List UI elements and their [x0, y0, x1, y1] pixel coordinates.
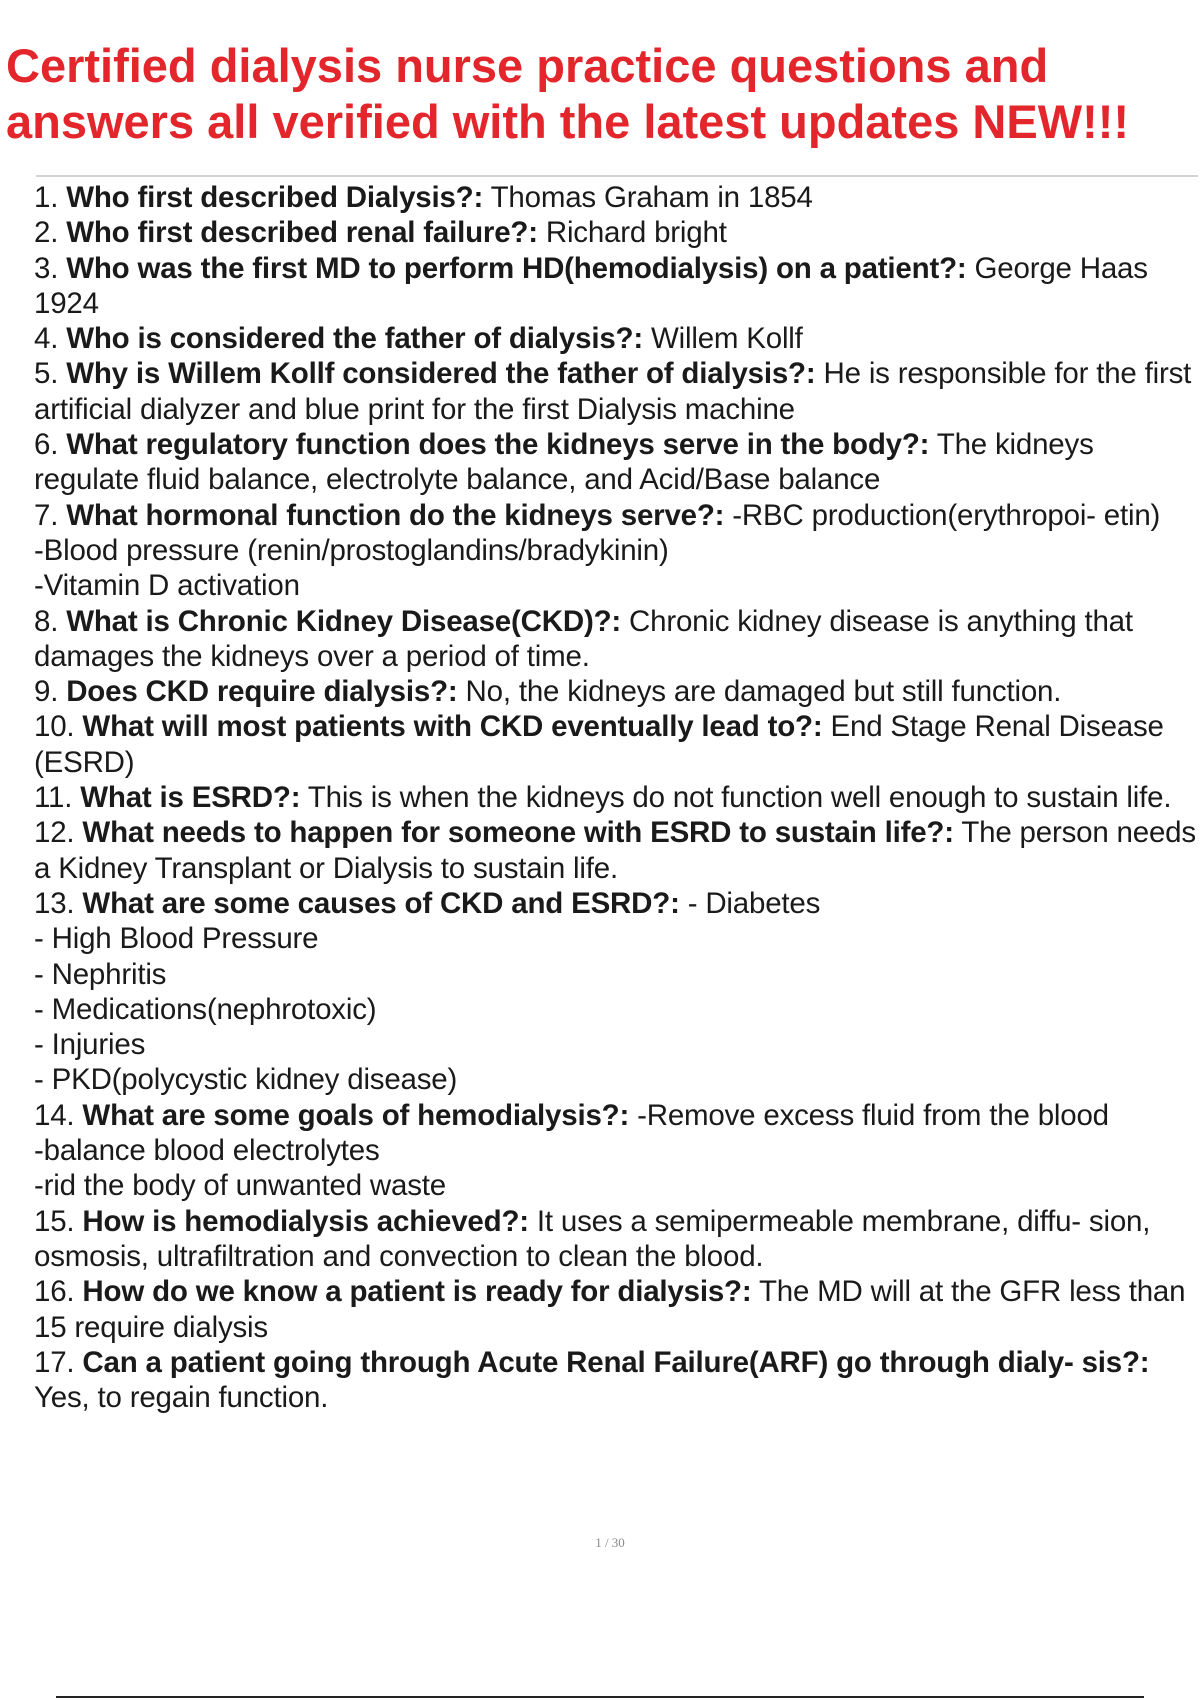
question-number: 10.	[34, 710, 75, 744]
question-number: 2.	[34, 216, 59, 250]
question-number: 6.	[34, 428, 59, 462]
question-text: What needs to happen for someone with ESRD to sustain life?:	[82, 816, 954, 850]
question-text: How do we know a patient is ready for dialysis?:	[82, 1275, 752, 1309]
answer-text: This is when the kidneys do not function well enough to sustain life.	[307, 781, 1172, 815]
answer-text: -RBC production(erythropoi- etin) -Blood pressure (renin/prostoglandins/bradykinin) -Vitamin D activation	[34, 498, 1161, 603]
question-text: How is hemodialysis achieved?:	[82, 1204, 529, 1238]
answer-text: Thomas Graham in 1854	[490, 181, 813, 214]
question-number: 15.	[34, 1204, 75, 1238]
question-text: Why is Willem Kollf considered the father of dialysis?:	[66, 357, 816, 391]
question-number: 11.	[34, 781, 73, 815]
qa-item	[34, 215, 1200, 250]
qa-item	[34, 1098, 1200, 1204]
qa-item	[34, 356, 1200, 427]
question-number: 13.	[34, 886, 75, 920]
answer-text: The person needs a Kidney Transplant or Dialysis to sustain life.	[34, 816, 1196, 885]
qa-item	[34, 604, 1200, 675]
qa-item	[34, 674, 1200, 709]
answer-text: End Stage Renal Disease (ESRD)	[34, 710, 1164, 779]
qa-item	[34, 780, 1200, 815]
question-text: What will most patients with CKD eventually lead to?:	[82, 710, 823, 744]
question-number: 8.	[34, 604, 59, 638]
question-number: 9.	[34, 675, 59, 709]
qa-list	[34, 180, 1200, 1415]
qa-item	[34, 886, 1200, 1098]
answer-text: George Haas 1924	[34, 251, 1148, 320]
qa-item	[34, 427, 1200, 498]
qa-item	[34, 1204, 1200, 1275]
answer-text: No, the kidneys are damaged but still function.	[465, 675, 1062, 709]
answer-text: Yes, to regain function.	[34, 1381, 329, 1415]
question-number: 4.	[34, 322, 59, 356]
question-number: 7.	[34, 498, 59, 532]
question-text: Who was the first MD to perform HD(hemodialysis) on a patient?:	[66, 251, 967, 285]
answer-text: Chronic kidney disease is anything that damages the kidneys over a period of time.	[34, 604, 1133, 673]
question-text: What are some causes of CKD and ESRD?:	[82, 886, 680, 920]
qa-item	[34, 1274, 1200, 1345]
question-number: 1.	[34, 181, 59, 214]
question-number: 12.	[34, 816, 75, 850]
question-number: 17.	[34, 1345, 75, 1379]
answer-text: He is responsible for the first artificial dialyzer and blue print for the first Dialysis machine	[34, 357, 1192, 426]
question-number: 3.	[34, 251, 59, 285]
question-text: Can a patient going through Acute Renal Failure(ARF) go through dialy- sis?:	[82, 1345, 1150, 1379]
title-divider	[36, 175, 1198, 177]
qa-item	[34, 1345, 1200, 1416]
answer-text: -Remove excess fluid from the blood -balance blood electrolytes -rid the body of unwanted waste	[34, 1098, 1109, 1203]
question-number: 16.	[34, 1275, 75, 1309]
footer-divider	[56, 1696, 1144, 1698]
qa-item	[34, 709, 1200, 780]
question-text: What regulatory function does the kidneys serve in the body?:	[66, 428, 930, 462]
question-number: 14.	[34, 1098, 75, 1132]
page-number: 1 / 30	[595, 1535, 625, 1550]
question-text: Who is considered the father of dialysis?:	[66, 322, 643, 356]
document-title: Certified dialysis nurse practice questions and answers all verified with the latest updates NEW!!!	[6, 39, 1130, 148]
question-text: Does CKD require dialysis?:	[66, 675, 458, 709]
answer-text: Richard bright	[545, 216, 727, 250]
answer-text: - Diabetes - High Blood Pressure - Nephritis - Medications(nephrotoxic) - Injuries - PKD(polycystic kidney disease)	[34, 886, 821, 1097]
answer-text: The kidneys regulate fluid balance, electrolyte balance, and Acid/Base balance	[34, 428, 1094, 497]
qa-item	[34, 815, 1200, 886]
qa-item	[34, 498, 1200, 604]
question-number: 5.	[34, 357, 59, 391]
answer-text: It uses a semipermeable membrane, diffu- sion, osmosis, ultrafiltration and convection to clean the blood.	[34, 1204, 1151, 1273]
question-text: What hormonal function do the kidneys serve?:	[66, 498, 725, 532]
answer-text: Willem Kollf	[650, 322, 803, 356]
question-text: What is ESRD?:	[80, 781, 301, 815]
qa-item	[34, 180, 1200, 215]
question-text: What are some goals of hemodialysis?:	[82, 1098, 630, 1132]
qa-item	[34, 251, 1200, 322]
question-text: Who first described Dialysis?:	[66, 181, 484, 214]
question-text: Who first described renal failure?:	[66, 216, 538, 250]
question-text: What is Chronic Kidney Disease(CKD)?:	[66, 604, 622, 638]
qa-item	[34, 321, 1200, 356]
answer-text: The MD will at the GFR less than 15 require dialysis	[34, 1275, 1186, 1344]
